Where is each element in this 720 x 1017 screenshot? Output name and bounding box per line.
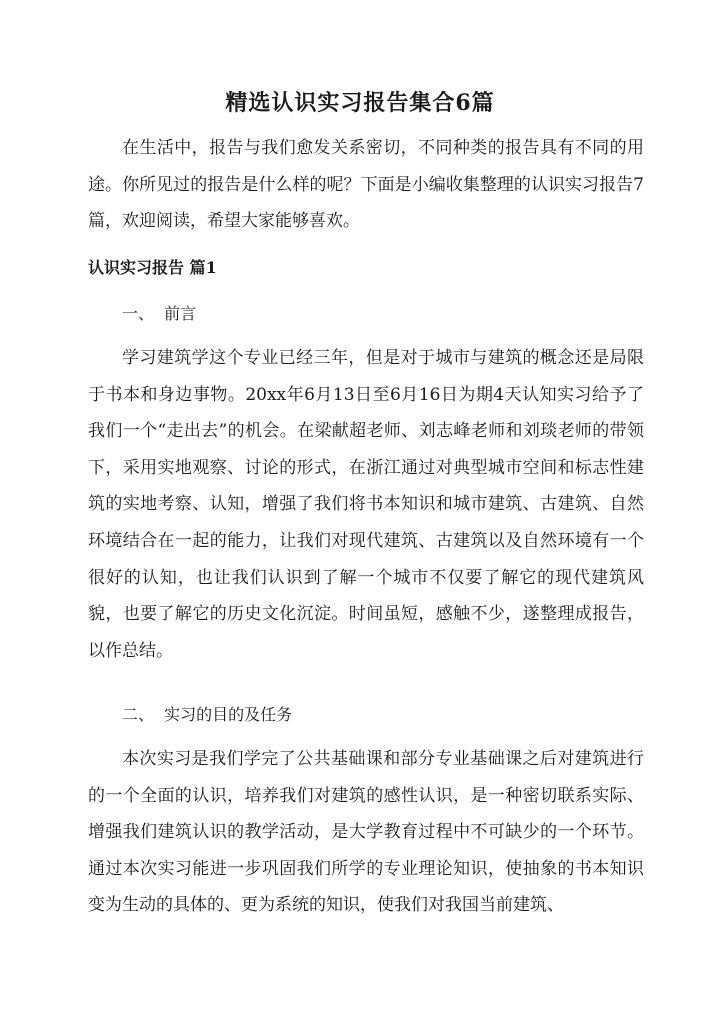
section-1-heading: 一、 前言 [122, 304, 197, 323]
section-2-body: 本次实习是我们学完了公共基础课和部分专业基础课之后对建筑进行的一个全面的认识，培养我们对建筑的感性认识，是一种密切联系实际、增强我们建筑认识的教学活动，是大学教育过程中不可缺少的一个环节。通过本次实习能进一步巩固我们所学的专业理论知识，使抽象的书本知识变为生动的具体的、更为系统的知识，使我们对我国当前建筑、 [88, 749, 644, 916]
document-title: 精选认识实习报告集合6篇 [225, 90, 495, 116]
intro-paragraph: 在生活中，报告与我们愈发关系密切，不同种类的报告具有不同的用途。你所见过的报告是什么样的呢？下面是小编收集整理的认识实习报告7篇，欢迎阅读，希望大家能够喜欢。 [88, 138, 644, 232]
report-heading: 认识实习报告 篇1 [88, 258, 217, 277]
section-2-heading: 二、 实习的目的及任务 [122, 705, 293, 724]
section-1-body: 学习建筑学这个专业已经三年，但是对于城市与建筑的概念还是局限于书本和身边事物。20xx年6月13日至6月16日为期4天认知实习给予了我们一个“走出去”的机会。在梁献超老师、刘志峰老师和刘琰老师的带领下，采用实地观察、讨论的形式，在浙江通过对典型城市空间和标志性建筑的实地考察、认知，增强了我们将书本知识和城市建筑、古建筑、自然环境结合在一起的能力，让我们对现代建筑、古建筑以及自然环境有一个很好的认知，也让我们认识到了解一个城市不仅要了解它的现代建筑风貌，也要了解它的历史文化沉淀。时间虽短，感触不少，遂整理成报告，以作总结。 [88, 348, 644, 661]
